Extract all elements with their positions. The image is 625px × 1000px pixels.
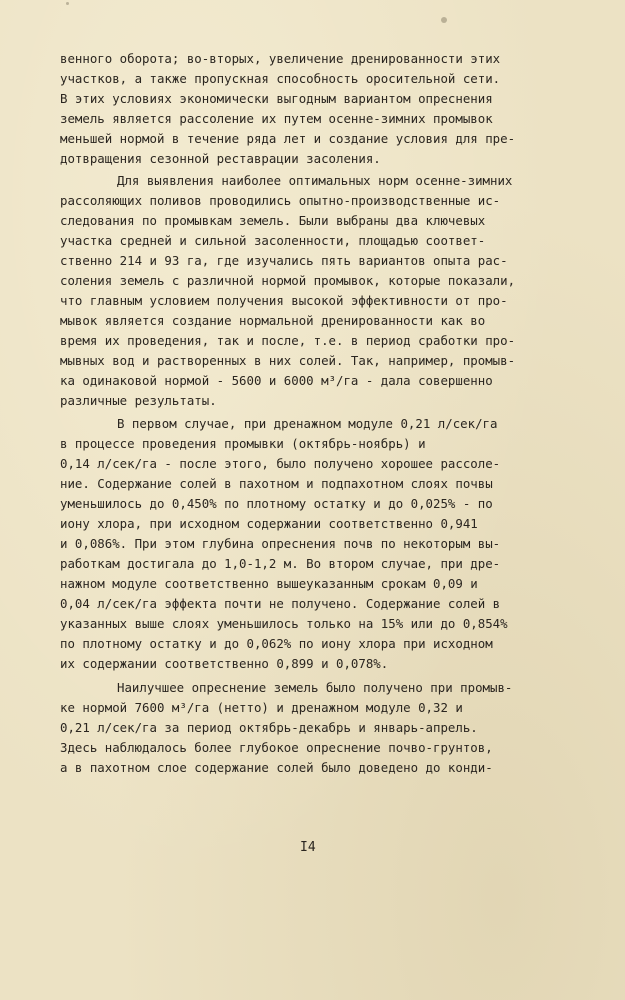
text-line: их содержании соответственно 0,899 и 0,078%.: [60, 656, 389, 671]
text-line: Для выявления наиболее оптимальных норм осенне-зимних: [117, 173, 513, 188]
text-line: 0,21 л/сек/га за период октябрь-декабрь и январь-апрель.: [60, 720, 478, 735]
ink-blot: [66, 2, 69, 5]
text-line: уменьшилось до 0,450% по плотному остатку и до 0,025% - по: [60, 496, 493, 511]
text-line: дотвращения сезонной реставрации засоления.: [60, 151, 381, 166]
text-line: время их проведения, так и после, т.е. в период сработки про-: [60, 333, 516, 348]
text-line: меньшей нормой в течение ряда лет и создание условия для пре-: [60, 131, 516, 146]
text-line: ке нормой 7600 м³/га (нетто) и дренажном модуле 0,32 и: [60, 700, 463, 715]
text-line: ственно 214 и 93 га, где изучались пять вариантов опыта рас-: [60, 253, 508, 268]
text-line: и 0,086%. При этом глубина опреснения почв по некоторым вы-: [60, 536, 501, 551]
text-line: венного оборота; во-вторых, увеличение дренированности этих: [60, 51, 501, 66]
page-number: I4: [300, 840, 316, 855]
text-line: нажном модуле соответственно вышеуказанным срокам 0,09 и: [60, 576, 478, 591]
text-line: соления земель с различной нормой промывок, которые показали,: [60, 273, 516, 288]
text-line: мывных вод и растворенных в них солей. Так, например, промыв-: [60, 353, 516, 368]
text-line: мывок является создание нормальной дренированности как во: [60, 313, 486, 328]
ink-blot: [441, 17, 447, 23]
text-line: в процессе проведения промывки (октябрь-ноябрь) и: [60, 436, 426, 451]
text-line: что главным условием получения высокой эффективности от про-: [60, 293, 508, 308]
text-line: следования по промывкам земель. Были выбраны два ключевых: [60, 213, 486, 228]
text-line: земель является рассоление их путем осенне-зимних промывок: [60, 111, 493, 126]
text-line: по плотному остатку и до 0,062% по иону хлора при исходном: [60, 636, 493, 651]
text-line: а в пахотном слое содержание солей было доведено до конди-: [60, 760, 493, 775]
text-line: работкам достигала до 1,0-1,2 м. Во втором случае, при дре-: [60, 556, 501, 571]
text-line: участков, а также пропускная способность оросительной сети.: [60, 71, 501, 86]
text-line: 0,14 л/сек/га - после этого, было получено хорошее рассоле-: [60, 456, 501, 471]
text-line: иону хлора, при исходном содержании соответственно 0,941: [60, 516, 478, 531]
text-line: различные результаты.: [60, 393, 217, 408]
text-line: ние. Содержание солей в пахотном и подпахотном слоях почвы: [60, 476, 493, 491]
text-line: участка средней и сильной засоленности, площадью соответ-: [60, 233, 486, 248]
text-line: указанных выше слоях уменьшилось только на 15% или до 0,854%: [60, 616, 508, 631]
text-line: 0,04 л/сек/га эффекта почти не получено. Содержание солей в: [60, 596, 501, 611]
text-line: В первом случае, при дренажном модуле 0,21 л/сек/га: [117, 416, 498, 431]
text-line: В этих условиях экономически выгодным вариантом опреснения: [60, 91, 493, 106]
text-line: Наилучшее опреснение земель было получено при промыв-: [117, 680, 513, 695]
text-line: ка одинаковой нормой - 5600 и 6000 м³/га - дала совершенно: [60, 373, 493, 388]
text-line: рассоляющих поливов проводились опытно-производственные ис-: [60, 193, 501, 208]
text-line: Здесь наблюдалось более глубокое опреснение почво-грунтов,: [60, 740, 493, 755]
